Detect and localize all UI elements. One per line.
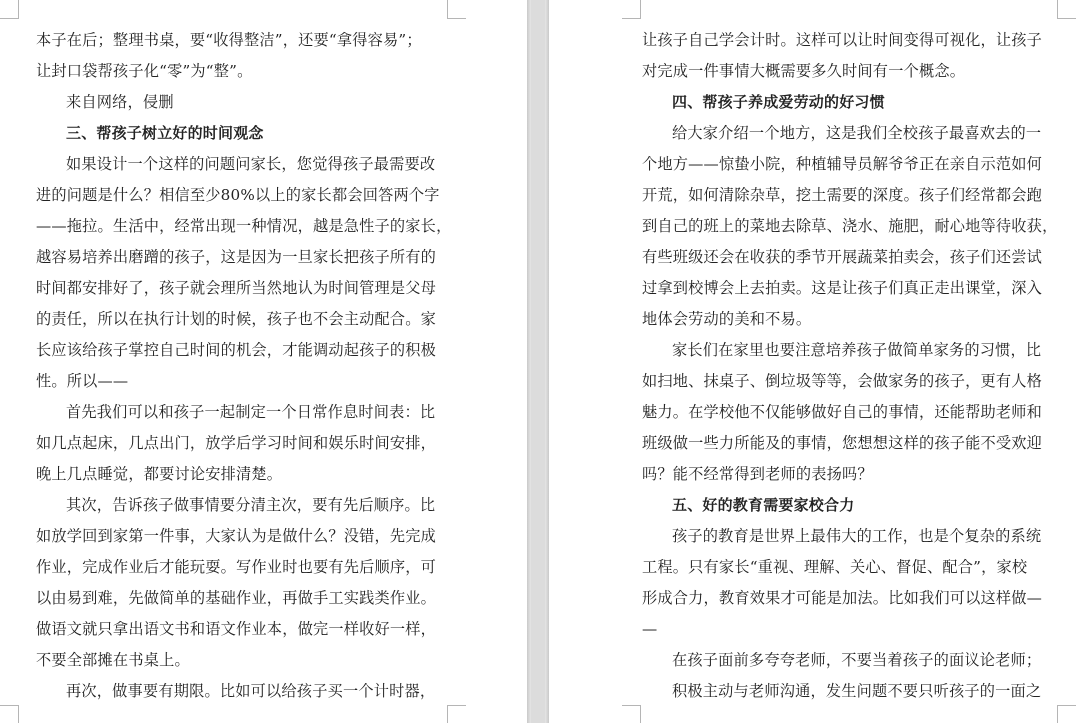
paragraph-line: 到自己的班上的菜地去除草、浇水、施肥，耐心地等待收获， <box>642 217 1058 235</box>
paragraph-line: 长应该给孩子掌控自己时间的机会，才能调动起孩子的积极 <box>36 341 437 359</box>
paragraph-line: 做语文就只拿出语文书和语文作业本，做完一样收好一样， <box>36 620 437 638</box>
paragraph-line: 的责任，所以在执行计划的时候，孩子也不会主动配合。家 <box>36 310 437 328</box>
paragraph-line: 有些班级还会在收获的季节开展蔬菜拍卖会，孩子们还尝试 <box>642 248 1043 266</box>
paragraph-line: 工程。只有家长“重视、理解、关心、督促、配合”，家校 <box>642 558 1028 576</box>
paragraph-line: 其次，告诉孩子做事情要分清主次，要有先后顺序。比 <box>66 496 436 514</box>
section-heading: 五、好的教育需要家校合力 <box>672 496 855 514</box>
paragraph-line: 家长们在家里也要注意培养孩子做简单家务的习惯，比 <box>672 341 1042 359</box>
paragraph-line: 如扫地、抹桌子、倒垃圾等等，会做家务的孩子，更有人格 <box>642 372 1043 390</box>
paragraph-line: 来自网络，侵删 <box>66 93 174 111</box>
section-heading: 四、帮孩子养成爱劳动的好习惯 <box>672 93 885 111</box>
paragraph-line: 作业，完成作业后才能玩耍。写作业时也要有先后顺序，可 <box>36 558 437 576</box>
paragraph-line: 形成合力，教育效果才可能是加法。比如我们可以这样做— <box>642 589 1043 607</box>
paragraph-line: 积极主动与老师沟通，发生问题不要只听孩子的一面之 <box>672 682 1042 700</box>
paragraph-line: 时间都安排好了，孩子就会理所当然地认为时间管理是父母 <box>36 279 437 297</box>
document-page-left <box>0 0 527 723</box>
paragraph-line: 晚上几点睡觉，都要讨论安排清楚。 <box>36 465 283 483</box>
page-corner-mark <box>1057 0 1076 19</box>
paragraph-line: 地体会劳动的美和不易。 <box>642 310 812 328</box>
paragraph-line: 吗？能不经常得到老师的表扬吗？ <box>642 465 873 483</box>
paragraph-line: 性。所以—— <box>36 372 129 390</box>
page-corner-mark <box>622 0 641 19</box>
paragraph-line: 以由易到难，先做简单的基础作业，再做手工实践类作业。 <box>36 589 437 607</box>
paragraph-line: ——拖拉。生活中，经常出现一种情况，越是急性子的家长， <box>36 217 452 235</box>
paragraph-line: 进的问题是什么？相信至少80%以上的家长都会回答两个字 <box>36 186 440 204</box>
page-corner-mark <box>447 0 466 19</box>
page-gutter <box>527 0 531 723</box>
paragraph-line: 越容易培养出磨蹭的孩子，这是因为一旦家长把孩子所有的 <box>36 248 437 266</box>
paragraph-line: 如放学回到家第一件事，大家认为是做什么？没错，先完成 <box>36 527 437 545</box>
paragraph-line: 过拿到校博会上去拍卖。这是让孩子们真正走出课堂，深入 <box>642 279 1043 297</box>
paragraph-line: 让封口袋帮孩子化“零”为“整”。 <box>36 62 253 80</box>
paragraph-line: — <box>642 620 658 638</box>
paragraph-line: 在孩子面前多夸夸老师，不要当着孩子的面议论老师； <box>672 651 1042 669</box>
paragraph-line: 开荒，如何清除杂草，挖土需要的深度。孩子们经常都会跑 <box>642 186 1043 204</box>
paragraph-line: 孩子的教育是世界上最伟大的工作，也是个复杂的系统 <box>672 527 1042 545</box>
paragraph-line: 如果设计一个这样的问题问家长，您觉得孩子最需要改 <box>66 155 436 173</box>
page-corner-mark <box>0 705 19 723</box>
paragraph-line: 不要全部摊在书桌上。 <box>36 651 190 669</box>
document-page-right <box>549 0 1080 723</box>
paragraph-line: 让孩子自己学会计时。这样可以让时间变得可视化，让孩子 <box>642 31 1043 49</box>
paragraph-line: 给大家介绍一个地方，这是我们全校孩子最喜欢去的一 <box>672 124 1042 142</box>
paragraph-line: 个地方——惊蛰小院，种植辅导员解爷爷正在亲自示范如何 <box>642 155 1043 173</box>
paragraph-line: 魅力。在学校他不仅能够做好自己的事情，还能帮助老师和 <box>642 403 1043 421</box>
paragraph-line: 再次，做事要有期限。比如可以给孩子买一个计时器， <box>66 682 436 700</box>
paragraph-line: 本子在后；整理书桌，要“收得整洁”，还要“拿得容易”； <box>36 31 422 49</box>
paragraph-line: 首先我们可以和孩子一起制定一个日常作息时间表：比 <box>66 403 436 421</box>
page-corner-mark <box>622 705 641 723</box>
paragraph-line: 对完成一件事情大概需要多久时间有一个概念。 <box>642 62 966 80</box>
paragraph-line: 如几点起床，几点出门，放学后学习时间和娱乐时间安排， <box>36 434 437 452</box>
page-corner-mark <box>447 705 466 723</box>
section-heading: 三、帮孩子树立好的时间观念 <box>66 124 264 142</box>
page-corner-mark <box>1057 705 1076 723</box>
page-corner-mark <box>0 0 19 19</box>
paragraph-line: 班级做一些力所能及的事情，您想想这样的孩子能不受欢迎 <box>642 434 1043 452</box>
